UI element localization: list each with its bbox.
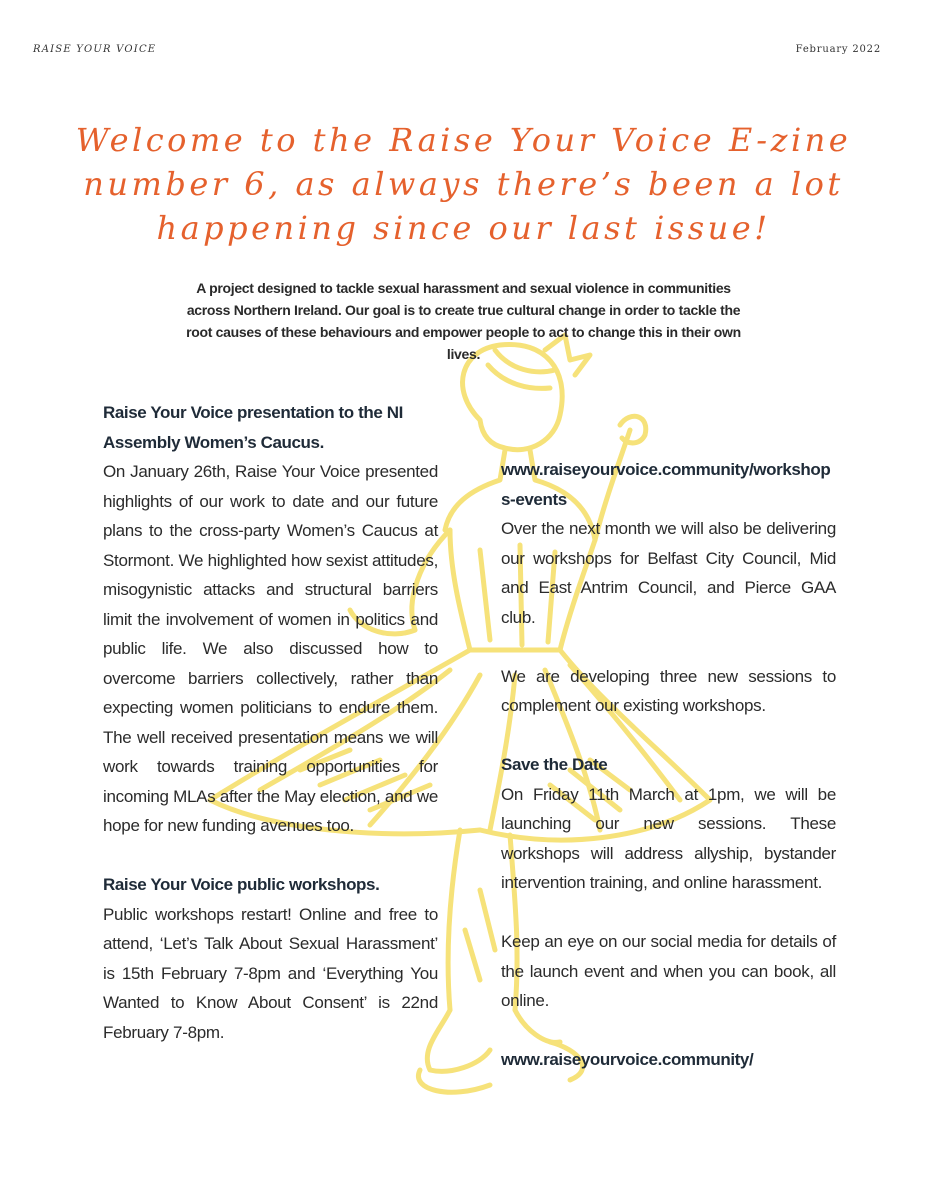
spacer [501, 1016, 836, 1046]
new-sessions-body: We are developing three new sessions to complement our existing workshops. [501, 666, 836, 715]
project-intro: A project designed to tackle sexual harassment and sexual violence in communities across Northern Ireland. Our goal is to create true cultural change in order to tackle the root causes of these behaviours and empower people to act to change this in their own lives. [186, 280, 741, 362]
save-the-date-body: On Friday 11th March at 1pm, we will be launching our new sessions. These workshops will address allyship, bystander intervention training, and online harassment. [501, 784, 836, 892]
save-the-date-heading: Save the Date [501, 755, 608, 774]
left-column [103, 398, 438, 1047]
spacer [501, 721, 836, 751]
spacer [501, 632, 836, 662]
public-workshops-body: Public workshops restart! Online and free to attend, ‘Let’s Talk About Sexual Harassment’ is 15th February 7-8pm and ‘Everything You Wanted to Know About Consent’ is 22nd February 7-8pm. [103, 904, 438, 1042]
caucus-section-body: On January 26th, Raise Your Voice presented highlights of our work to date and our future plans to the cross-party Women’s Caucus at Stormont. We highlighted how sexist attitudes, misogynistic attacks and structural barriers limit the involvement of women in politics and public life. We also discussed how to overcome barriers collectively, rather than expecting women politicians to endure them. The well received presentation means we will work towards training opportunities for incoming MLAs after the May election, and we hope for new funding avenues too. [103, 462, 438, 835]
spacer [103, 841, 438, 871]
workshops-events-link[interactable]: www.raiseyourvoice.community/workshops-events [501, 460, 831, 509]
welcome-headline: Welcome to the Raise Your Voice E-zine number 6, as always there’s been a lot happening since our last issue! [75, 121, 852, 247]
right-column [501, 455, 836, 1075]
public-workshops-heading: Raise Your Voice public workshops. [103, 875, 380, 894]
header-publication-name: RAISE YOUR VOICE [33, 44, 157, 55]
social-media-body: Keep an eye on our social media for details of the launch event and when you can book, all online. [501, 932, 836, 1010]
caucus-section-heading: Raise Your Voice presentation to the NI Assembly Women’s Caucus. [103, 403, 403, 452]
header-issue-date: February 2022 [795, 44, 881, 55]
homepage-link[interactable]: www.raiseyourvoice.community/ [501, 1050, 754, 1069]
spacer [501, 898, 836, 928]
workshops-delivery-body: Over the next month we will also be delivering our workshops for Belfast City Council, Mid and East Antrim Council, and Pierce GAA club. [501, 519, 836, 627]
